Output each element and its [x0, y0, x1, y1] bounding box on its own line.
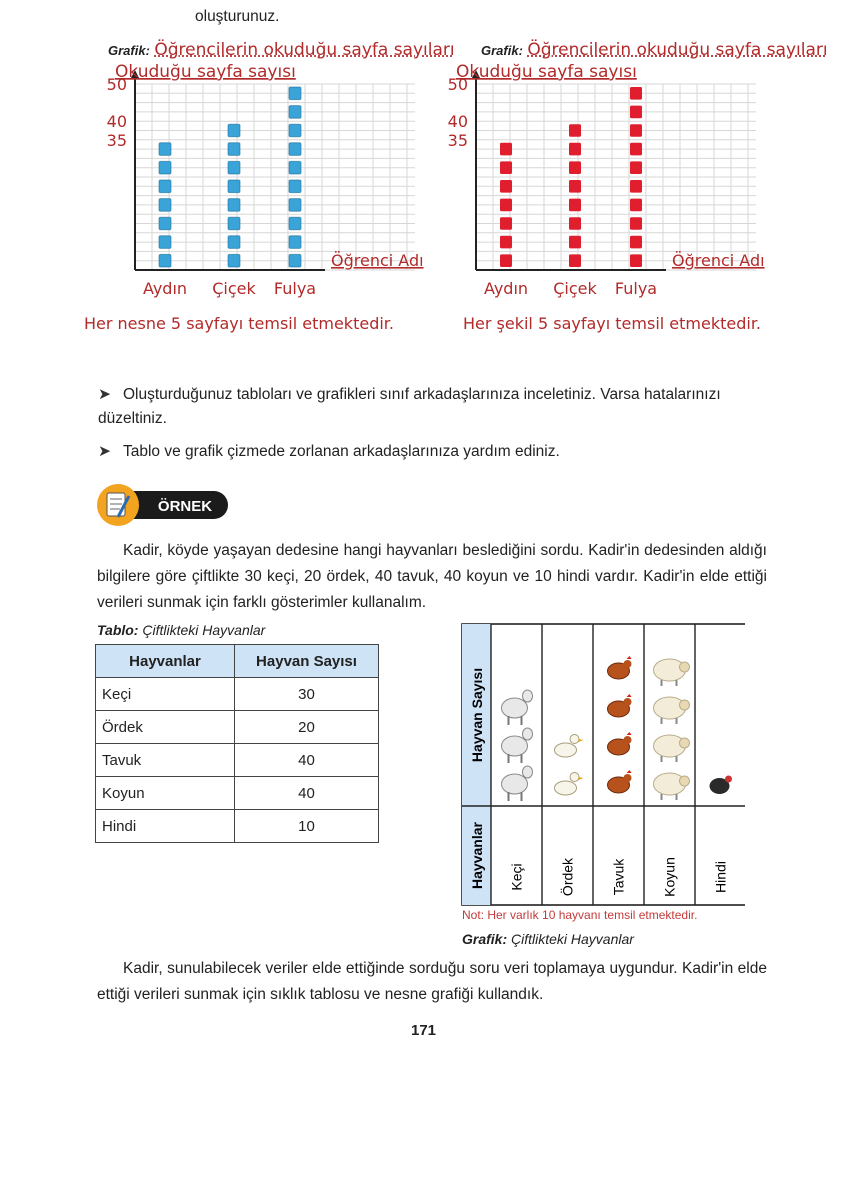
graph1-object — [289, 143, 301, 156]
bullet-1 — [98, 383, 758, 431]
graph2-title-row — [481, 40, 828, 60]
graph2-title: Öğrencilerin okuduğu sayfa sayıları — [527, 40, 828, 60]
graph2-object — [500, 254, 512, 267]
graph1-object — [289, 217, 301, 230]
graph2-category-label: Çiçek — [553, 279, 597, 298]
closing-paragraph: Kadir, sunulabilecek veriler elde ettiğinde sorduğu soru veri toplamaya uygundur. Kadir'in elde ettiği verileri sunmak için sıklık tablosu ve nesne grafiği kullandık. — [97, 960, 767, 1003]
table-row — [96, 810, 379, 843]
graph1-title-row — [108, 40, 455, 60]
graph1-object — [159, 180, 171, 193]
table-cell: 10 — [235, 810, 379, 843]
top-line: oluşturunuz. — [195, 8, 280, 25]
pictograph-category-label: Keçi — [508, 863, 525, 891]
graph2-object — [569, 254, 581, 267]
graph2-object — [569, 180, 581, 193]
graph2-object — [569, 143, 581, 156]
pictograph-category-label: Hindi — [712, 861, 729, 893]
table-row — [96, 777, 379, 810]
graph1-title: Öğrencilerin okuduğu sayfa sayıları — [154, 40, 455, 60]
graph1-object — [159, 254, 171, 267]
graph2-category-label: Fulya — [614, 279, 658, 298]
table-caption-label: Tablo: — [97, 622, 139, 638]
table-cell: 40 — [235, 777, 379, 810]
graph2-object — [630, 106, 642, 119]
graph2-object — [500, 236, 512, 249]
graph2-label: Grafik: — [481, 43, 523, 58]
graph2-object — [569, 236, 581, 249]
graph1-y-title: Okuduğu sayfa sayısı — [115, 62, 296, 82]
pictograph-caption — [462, 931, 634, 947]
table-row — [96, 678, 379, 711]
graph1-category-label: Aydın — [142, 279, 188, 298]
graph2-object — [630, 87, 642, 100]
graph1-object — [228, 143, 240, 156]
arrow-icon: ➤ — [98, 443, 111, 460]
table-row — [96, 711, 379, 744]
graph2-object — [630, 254, 642, 267]
pictograph-caption-text: Çiftlikteki Hayvanlar — [511, 931, 634, 947]
pictograph-caption-label: Grafik: — [462, 931, 508, 947]
graph1-x-title: Öğrenci Adı — [331, 251, 424, 270]
pictograph-category-label: Ördek — [559, 857, 576, 897]
table-row — [96, 744, 379, 777]
graph1-object — [289, 254, 301, 267]
graph1-object — [228, 124, 240, 137]
graph1-object — [289, 124, 301, 137]
graph1-category-label: Fulya — [273, 279, 317, 298]
graph1-caption: Her nesne 5 sayfayı temsil etmektedir. — [84, 314, 394, 333]
table-caption — [97, 622, 265, 638]
graph1-category-label: Çiçek — [212, 279, 256, 298]
graph1-object — [289, 87, 301, 100]
graph2-y-title: Okuduğu sayfa sayısı — [456, 62, 637, 82]
table-cell: Hindi — [96, 810, 235, 843]
graph2-x-title: Öğrenci Adı — [672, 251, 765, 270]
graph1-tick-label: 35 — [106, 130, 127, 150]
pictograph — [460, 622, 745, 907]
pictograph-category-label: Koyun — [661, 857, 678, 897]
graph2-object — [500, 199, 512, 212]
table-header: Hayvanlar — [96, 645, 235, 678]
table-caption-text: Çiftlikteki Hayvanlar — [142, 622, 266, 638]
graph1-object — [228, 236, 240, 249]
graph2-object — [500, 143, 512, 156]
graph1-object — [289, 161, 301, 174]
graph1-chart — [95, 62, 425, 302]
graph2-object — [500, 180, 512, 193]
graph2-object — [630, 217, 642, 230]
table-cell: Ördek — [96, 711, 235, 744]
page-number: 171 — [411, 1022, 437, 1039]
graph1-object — [159, 143, 171, 156]
graph2-object — [630, 124, 642, 137]
pictograph-x-header: Hayvanlar — [469, 822, 485, 889]
example-label: ÖRNEK — [157, 498, 213, 515]
pictograph-frame — [462, 624, 745, 905]
graph1-object — [289, 199, 301, 212]
table-cell: 30 — [235, 678, 379, 711]
graph2-object — [630, 161, 642, 174]
graph1-object — [228, 199, 240, 212]
graph2-object — [630, 199, 642, 212]
bullet-1-text: Oluşturduğunuz tabloları ve grafikleri sınıf arkadaşlarınıza inceletiniz. Varsa hatalarınızı düzeltiniz. — [98, 386, 721, 427]
graph2-object — [630, 143, 642, 156]
table-header: Hayvan Sayısı — [235, 645, 379, 678]
graph2-object — [569, 161, 581, 174]
graph2-object — [630, 180, 642, 193]
arrow-icon: ➤ — [98, 386, 111, 403]
graph1-object — [159, 161, 171, 174]
table-cell: 20 — [235, 711, 379, 744]
graph1-tick-label: 40 — [106, 112, 127, 132]
example-badge — [96, 483, 230, 527]
graph1-object — [289, 106, 301, 119]
graph1-object — [159, 236, 171, 249]
bullet-2-text: Tablo ve grafik çizmede zorlanan arkadaşlarınıza yardım ediniz. — [123, 443, 560, 460]
graph1-object — [228, 161, 240, 174]
graph2-object — [630, 236, 642, 249]
graph2-category-label: Aydın — [483, 279, 529, 298]
graph2-object — [500, 217, 512, 230]
pictograph-category-label: Tavuk — [610, 858, 627, 896]
graph1-object — [228, 180, 240, 193]
graph1-label: Grafik: — [108, 43, 150, 58]
bullet-2 — [98, 440, 758, 464]
graph2-chart — [436, 62, 766, 302]
graph2-tick-label: 35 — [447, 130, 468, 150]
frequency-table — [95, 644, 379, 843]
graph1-object — [289, 180, 301, 193]
graph2-caption: Her şekil 5 sayfayı temsil etmektedir. — [463, 314, 762, 333]
graph1-object — [228, 254, 240, 267]
pictograph-y-header: Hayvan Sayısı — [469, 667, 485, 763]
graph1-object — [289, 236, 301, 249]
pictograph-note: Not: Her varlık 10 hayvanı temsil etmektedir. — [462, 908, 698, 922]
table-cell: Keçi — [96, 678, 235, 711]
graph1-object — [159, 217, 171, 230]
table-cell: Tavuk — [96, 744, 235, 777]
example-paragraph: Kadir, köyde yaşayan dedesine hangi hayvanları beslediğini sordu. Kadir'in dedesinden aldığı bilgilere göre çiftlikte 30 keçi, 20 ördek, 40 tavuk, 40 koyun ve 10 hindi vardır. Kadir'in elde ettiği verileri sunmak için farklı gösterimler kullanalım. — [97, 542, 767, 611]
table-cell: 40 — [235, 744, 379, 777]
graph1-object — [228, 217, 240, 230]
graph2-object — [569, 217, 581, 230]
graph2-object — [569, 199, 581, 212]
graph1-object — [159, 199, 171, 212]
graph2-tick-label: 40 — [447, 112, 468, 132]
graph1-tick-label: 50 — [106, 75, 127, 94]
graph2-tick-label: 50 — [447, 75, 468, 94]
table-cell: Koyun — [96, 777, 235, 810]
graph2-object — [569, 124, 581, 137]
graph2-object — [500, 161, 512, 174]
